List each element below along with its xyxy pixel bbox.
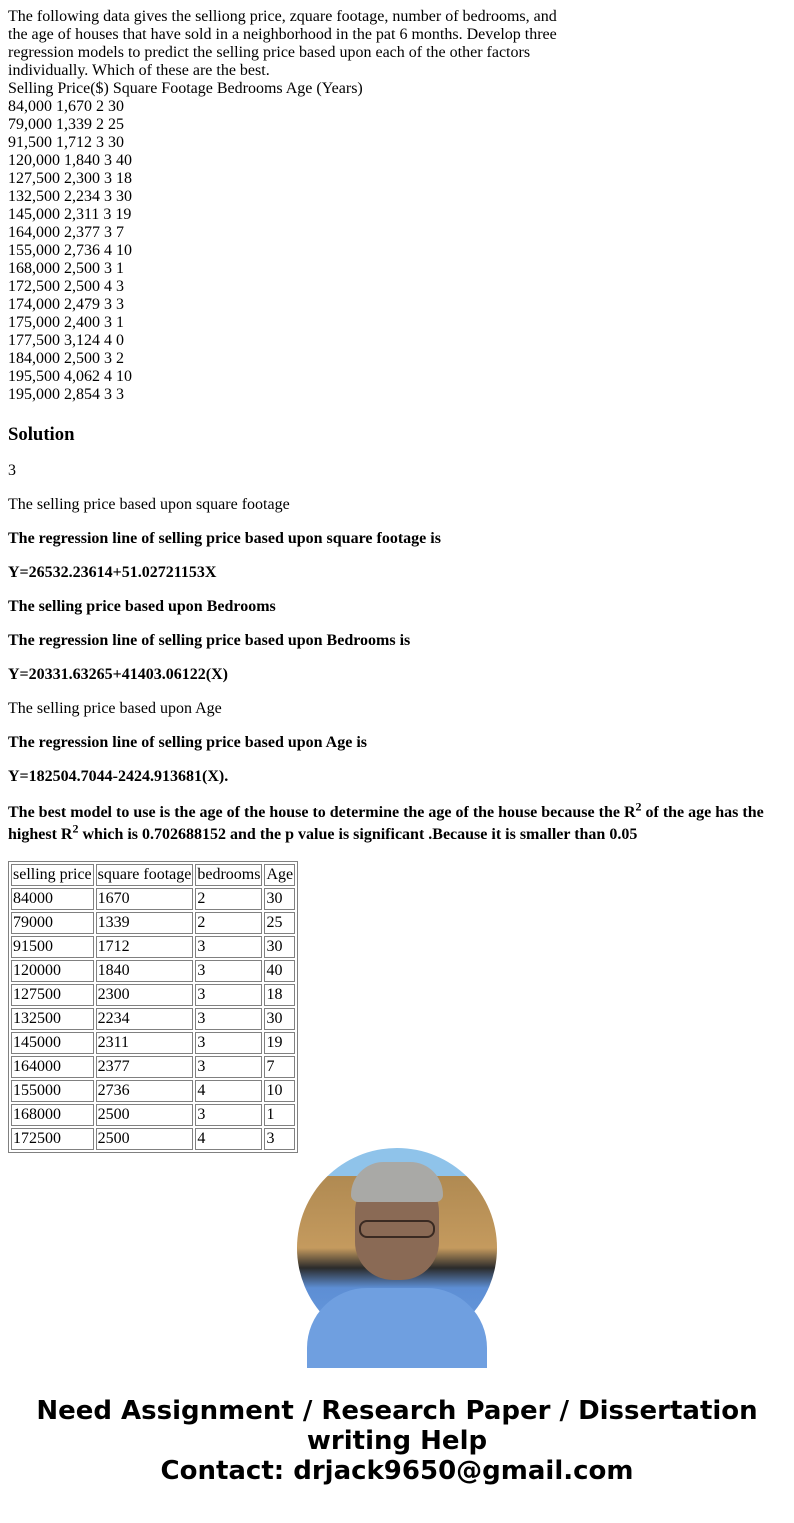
cell: 84000 [11, 888, 94, 910]
age-intro: The selling price based upon Age [8, 700, 222, 717]
header-bedrooms: bedrooms [195, 864, 262, 886]
cell: 1712 [96, 936, 194, 958]
question-line: regression models to predict the selling price based upon each of the other factors [8, 44, 531, 61]
cell: 2 [195, 912, 262, 934]
data-line: 184,000 2,500 3 2 [8, 350, 124, 367]
cell: 172500 [11, 1128, 94, 1150]
sqft-line-label: The regression line of selling price based upon square footage is [8, 530, 441, 547]
data-line: 91,500 1,712 3 30 [8, 134, 124, 151]
data-line: 168,000 2,500 3 1 [8, 260, 124, 277]
cell: 79000 [11, 912, 94, 934]
conclusion-part3: which is 0.702688152 and the p value is significant .Because it is smaller than 0.05 [78, 826, 638, 843]
cell: 25 [264, 912, 295, 934]
conclusion-part2: of the age has the highest R [8, 804, 764, 843]
question-line: the age of houses that have sold in a neighborhood in the pat 6 months. Develop three [8, 26, 557, 43]
cell: 3 [264, 1128, 295, 1150]
cell: 3 [195, 1104, 262, 1126]
data-header-line: Selling Price($) Square Footage Bedrooms Age (Years) [8, 80, 363, 97]
table-row [11, 1056, 295, 1078]
data-line: 132,500 2,234 3 30 [8, 188, 132, 205]
conclusion-part1: The best model to use is the age of the house to determine the age of the house because the R [8, 804, 636, 821]
question-text [8, 8, 568, 404]
cell: 2311 [96, 1032, 194, 1054]
cell: 19 [264, 1032, 295, 1054]
question-line: individually. Which of these are the best. [8, 62, 270, 79]
table-header-row [11, 864, 295, 886]
age-equation: Y=182504.7044-2424.913681(X). [8, 768, 229, 785]
promo-section [0, 1148, 794, 1486]
promo-text [0, 1396, 794, 1486]
cell: 2300 [96, 984, 194, 1006]
cell: 3 [195, 960, 262, 982]
data-table [8, 861, 298, 1153]
table-row [11, 1008, 295, 1030]
header-square-footage: square footage [96, 864, 194, 886]
author-avatar [297, 1148, 497, 1348]
data-line: 177,500 3,124 4 0 [8, 332, 124, 349]
data-line: 145,000 2,311 3 19 [8, 206, 132, 223]
data-line: 155,000 2,736 4 10 [8, 242, 132, 259]
bedrooms-equation: Y=20331.63265+41403.06122(X) [8, 666, 228, 683]
data-line: 172,500 2,500 4 3 [8, 278, 124, 295]
sqft-equation: Y=26532.23614+51.02721153X [8, 564, 217, 581]
cell: 10 [264, 1080, 295, 1102]
cell: 3 [195, 984, 262, 1006]
data-line: 195,500 4,062 4 10 [8, 368, 132, 385]
cell: 3 [195, 936, 262, 958]
avatar-shirt [307, 1288, 487, 1368]
data-line: 127,500 2,300 3 18 [8, 170, 132, 187]
conclusion [8, 799, 786, 846]
cell: 1339 [96, 912, 194, 934]
age-line-label: The regression line of selling price based upon Age is [8, 734, 367, 751]
cell: 40 [264, 960, 295, 982]
superscript-2: 2 [635, 799, 642, 814]
cell: 1670 [96, 888, 194, 910]
cell: 4 [195, 1080, 262, 1102]
cell: 155000 [11, 1080, 94, 1102]
table-row [11, 1080, 295, 1102]
cell: 164000 [11, 1056, 94, 1078]
cell: 2736 [96, 1080, 194, 1102]
bedrooms-intro: The selling price based upon Bedrooms [8, 598, 276, 615]
sqft-intro: The selling price based upon square footage [8, 496, 290, 513]
table-container [8, 861, 786, 1147]
cell: 30 [264, 888, 295, 910]
cell: 127500 [11, 984, 94, 1006]
cell: 2377 [96, 1056, 194, 1078]
cell: 145000 [11, 1032, 94, 1054]
cell: 1840 [96, 960, 194, 982]
cell: 18 [264, 984, 295, 1006]
cell: 4 [195, 1128, 262, 1150]
cell: 3 [195, 1032, 262, 1054]
table-row [11, 1104, 295, 1126]
solution-heading: Solution [8, 424, 75, 445]
avatar-glasses [359, 1220, 435, 1238]
table-row [11, 912, 295, 934]
cell: 2 [195, 888, 262, 910]
cell: 3 [195, 1008, 262, 1030]
avatar-hair [351, 1162, 443, 1202]
table-row [11, 1128, 295, 1150]
data-line: 195,000 2,854 3 3 [8, 386, 124, 403]
table-row [11, 1032, 295, 1054]
cell: 132500 [11, 1008, 94, 1030]
promo-headline: Need Assignment / Research Paper / Dissertation writing Help [36, 1396, 758, 1456]
header-selling-price: selling price [11, 864, 94, 886]
cell: 1 [264, 1104, 295, 1126]
data-line: 84,000 1,670 2 30 [8, 98, 124, 115]
data-line: 79,000 1,339 2 25 [8, 116, 124, 133]
promo-contact: Contact: drjack9650@gmail.com [160, 1456, 634, 1486]
cell: 2500 [96, 1104, 194, 1126]
cell: 30 [264, 936, 295, 958]
header-age: Age [264, 864, 295, 886]
data-line: 175,000 2,400 3 1 [8, 314, 124, 331]
cell: 7 [264, 1056, 295, 1078]
cell: 91500 [11, 936, 94, 958]
cell: 2500 [96, 1128, 194, 1150]
solution-number: 3 [8, 462, 16, 479]
data-line: 120,000 1,840 3 40 [8, 152, 132, 169]
data-line: 174,000 2,479 3 3 [8, 296, 124, 313]
table-row [11, 960, 295, 982]
data-line: 164,000 2,377 3 7 [8, 224, 124, 241]
cell: 168000 [11, 1104, 94, 1126]
table-row [11, 936, 295, 958]
cell: 3 [195, 1056, 262, 1078]
superscript-2: 2 [72, 821, 79, 836]
question-line: The following data gives the selliong price, zquare footage, number of bedrooms, and [8, 8, 557, 25]
table-row [11, 984, 295, 1006]
bedrooms-line-label: The regression line of selling price based upon Bedrooms is [8, 632, 411, 649]
cell: 2234 [96, 1008, 194, 1030]
cell: 120000 [11, 960, 94, 982]
table-row [11, 888, 295, 910]
cell: 30 [264, 1008, 295, 1030]
